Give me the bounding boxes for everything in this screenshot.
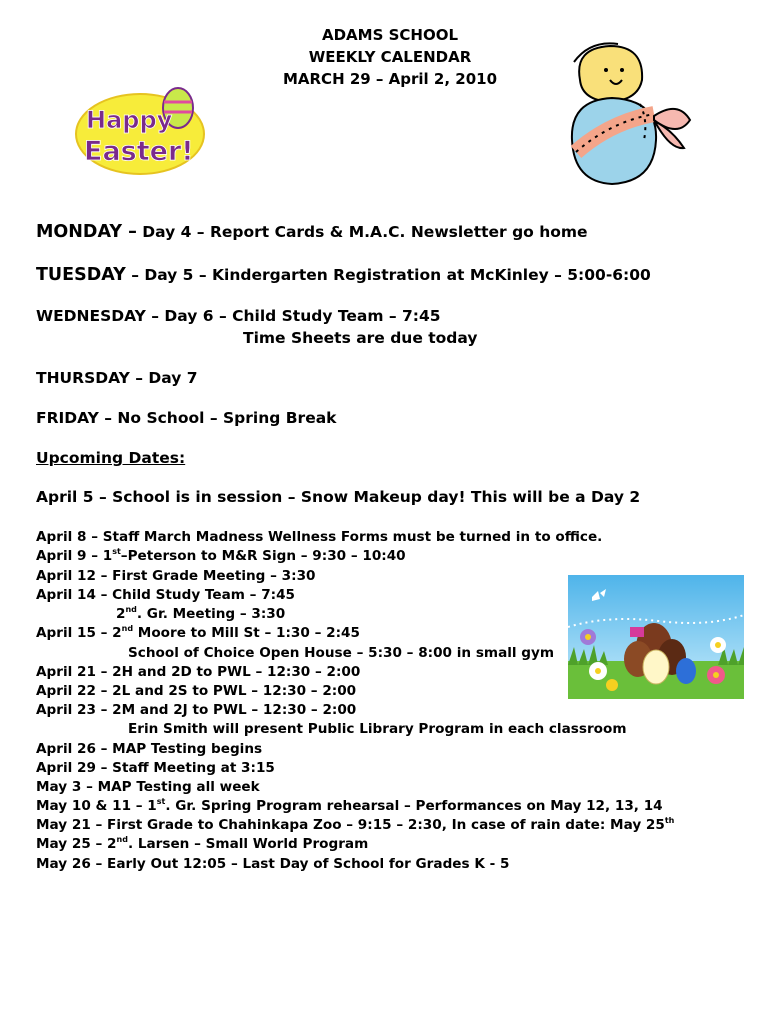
event-item: April 14 – Child Study Team – 7:45 xyxy=(36,587,296,603)
event-item: April 8 – Staff March Madness Wellness Forms must be turned in to office. xyxy=(36,529,603,545)
wednesday-sub-entry: Time Sheets are due today xyxy=(243,329,478,347)
event-item: May 3 – MAP Testing all week xyxy=(36,779,260,795)
event-item: April 26 – MAP Testing begins xyxy=(36,741,263,757)
calendar-title: WEEKLY CALENDAR xyxy=(308,48,472,66)
upcoming-first-event: April 5 – School is in session – Snow Makeup day! This will be a Day 2 xyxy=(36,488,641,506)
easter-eggs-picture xyxy=(568,575,744,699)
event-item-indent: 2nd. Gr. Meeting – 3:30 xyxy=(116,605,286,622)
monday-label: MONDAY – xyxy=(36,222,137,242)
logo-text-easter: Easter! xyxy=(84,136,194,167)
upcoming-heading: Upcoming Dates: xyxy=(36,449,186,467)
wednesday-entry: WEDNESDAY – Day 6 – Child Study Team – 7:45 xyxy=(36,307,441,325)
monday-text: Day 4 – Report Cards & M.A.C. Newsletter go home xyxy=(142,223,588,241)
event-item: April 12 – First Grade Meeting – 3:30 xyxy=(36,568,316,584)
tuesday-text: – Day 5 – Kindergarten Registration at McKinley – 5:00-6:00 xyxy=(131,266,651,284)
school-name: ADAMS SCHOOL xyxy=(321,26,459,44)
event-item: May 21 – First Grade to Chahinkapa Zoo – 9:15 – 2:30, In case of rain date: May 25th xyxy=(36,816,675,833)
page-header xyxy=(180,24,600,90)
event-item: April 23 – 2M and 2J to PWL – 12:30 – 2:00 xyxy=(36,702,357,718)
event-item: April 29 – Staff Meeting at 3:15 xyxy=(36,760,275,776)
event-item-indent: Erin Smith will present Public Library Program in each classroom xyxy=(128,721,627,737)
event-item: May 25 – 2nd. Larsen – Small World Program xyxy=(36,835,369,852)
date-range: MARCH 29 – April 2, 2010 xyxy=(282,70,498,88)
chick-egg-illustration xyxy=(560,40,700,190)
event-item: April 22 – 2L and 2S to PWL – 12:30 – 2:00 xyxy=(36,683,357,699)
tuesday-label: TUESDAY xyxy=(36,265,126,285)
event-item: May 10 & 11 – 1st. Gr. Spring Program rehearsal – Performances on May 12, 13, 14 xyxy=(36,797,663,814)
thursday-entry: THURSDAY – Day 7 xyxy=(36,369,198,387)
monday-entry xyxy=(36,222,588,242)
event-item: April 21 – 2H and 2D to PWL – 12:30 – 2:00 xyxy=(36,664,361,680)
event-item: April 15 – 2nd Moore to Mill St – 1:30 – 2:45 xyxy=(36,624,360,641)
event-item-indent: School of Choice Open House – 5:30 – 8:00 in small gym xyxy=(128,645,555,661)
happy-easter-logo xyxy=(74,82,212,178)
event-item: April 9 – 1st–Peterson to M&R Sign – 9:30 – 10:40 xyxy=(36,547,406,564)
tuesday-entry xyxy=(36,265,651,285)
logo-text-happy: Happy xyxy=(86,106,173,134)
friday-entry: FRIDAY – No School – Spring Break xyxy=(36,409,337,427)
event-item: May 26 – Early Out 12:05 – Last Day of School for Grades K - 5 xyxy=(36,856,510,872)
